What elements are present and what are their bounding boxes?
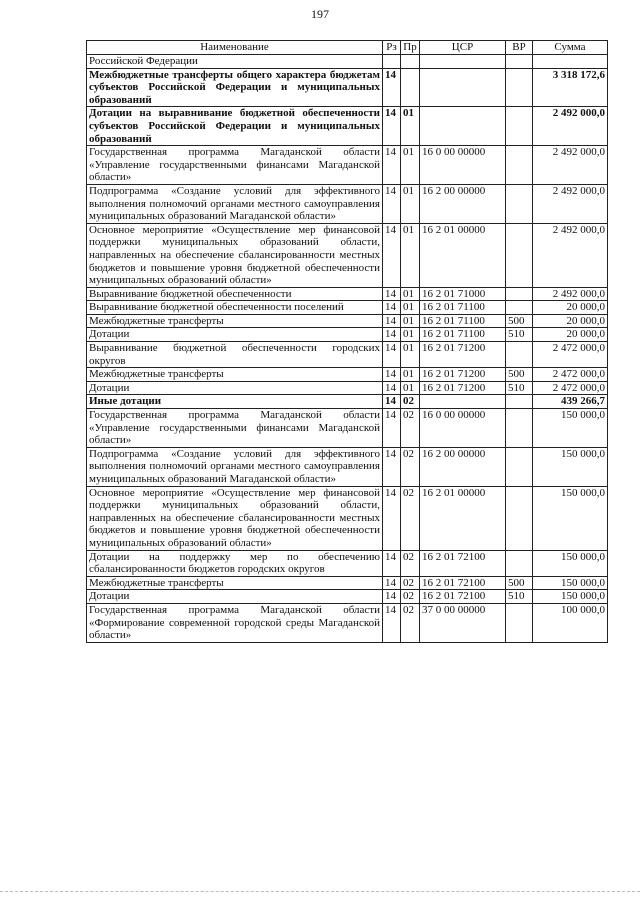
cell-pr: 02 [401,447,420,486]
cell-name: Российской Федерации [87,55,383,69]
cell-vr: 510 [506,328,533,342]
cell-csr: 16 2 01 71100 [420,314,506,328]
cell-rz: 14 [383,342,401,368]
table-row [87,368,608,382]
cell-rz: 14 [383,368,401,382]
cell-vr [506,550,533,576]
cell-rz: 14 [383,184,401,223]
page-number: 197 [311,7,329,21]
cell-rz: 14 [383,409,401,448]
cell-name: Межбюджетные трансферты [87,576,383,590]
cell-csr: 16 2 01 72100 [420,550,506,576]
cell-csr: 16 2 00 00000 [420,184,506,223]
cell-pr [401,55,420,69]
cell-vr [506,409,533,448]
cell-pr: 02 [401,603,420,642]
budget-table [86,40,608,643]
cell-name: Иные дотации [87,395,383,409]
cell-rz: 14 [383,68,401,107]
cell-vr [506,603,533,642]
cell-rz: 14 [383,590,401,604]
cell-csr: 16 2 01 71000 [420,287,506,301]
cell-pr: 02 [401,409,420,448]
cell-pr: 01 [401,184,420,223]
cell-csr: 16 2 00 00000 [420,447,506,486]
cell-sum: 20 000,0 [533,328,608,342]
cell-csr: 16 0 00 00000 [420,146,506,185]
cell-rz: 14 [383,447,401,486]
cell-sum: 2 492 000,0 [533,287,608,301]
header-name: Наименование [87,41,383,55]
cell-rz: 14 [383,301,401,315]
header-csr: ЦСР [420,41,506,55]
cell-name: Государственная программа Магаданской области «Формирование современной городской среды Магаданской области» [87,603,383,642]
cell-pr: 02 [401,576,420,590]
cell-vr: 500 [506,314,533,328]
cell-name: Дотации [87,328,383,342]
cell-pr: 02 [401,590,420,604]
cell-pr: 01 [401,287,420,301]
cell-rz [383,55,401,69]
cell-name: Подпрограмма «Создание условий для эффективного выполнения полномочий органами местного самоуправления муниципальных образований Магаданской области» [87,184,383,223]
cell-name: Выравнивание бюджетной обеспеченности [87,287,383,301]
table-row [87,55,608,69]
table-row [87,314,608,328]
cell-sum: 100 000,0 [533,603,608,642]
table-row [87,342,608,368]
cell-pr: 01 [401,107,420,146]
cell-vr [506,342,533,368]
table-row [87,395,608,409]
cell-csr: 16 2 01 71200 [420,342,506,368]
table-row [87,409,608,448]
cell-rz: 14 [383,395,401,409]
cell-sum: 150 000,0 [533,409,608,448]
cell-vr [506,184,533,223]
cell-vr [506,395,533,409]
cell-pr: 01 [401,223,420,287]
cell-sum: 2 492 000,0 [533,146,608,185]
cell-name: Основное мероприятие «Осуществление мер финансовой поддержки муниципальных образований области, направленных на обеспечение сбалансированности местных бюджетов и повышение уровня бюджетной обеспеченности муниципальных образований области» [87,486,383,550]
cell-sum: 2 472 000,0 [533,368,608,382]
cell-name: Межбюджетные трансферты общего характера бюджетам субъектов Российской Федерации и муниципальных образований [87,68,383,107]
table-row [87,603,608,642]
cell-csr: 16 2 01 00000 [420,486,506,550]
cell-rz: 14 [383,314,401,328]
cell-csr: 16 2 01 71100 [420,328,506,342]
cell-pr: 02 [401,486,420,550]
cell-rz: 14 [383,603,401,642]
cell-sum: 150 000,0 [533,590,608,604]
table-row [87,223,608,287]
page-bottom-edge [0,891,640,892]
cell-pr: 02 [401,550,420,576]
cell-vr: 500 [506,576,533,590]
cell-csr: 16 2 01 71200 [420,381,506,395]
cell-pr: 02 [401,395,420,409]
cell-sum: 150 000,0 [533,576,608,590]
cell-csr: 16 2 01 71200 [420,368,506,382]
cell-sum: 2 472 000,0 [533,381,608,395]
cell-pr: 01 [401,368,420,382]
cell-rz: 14 [383,576,401,590]
header-rz: Рз [383,41,401,55]
cell-name: Государственная программа Магаданской области «Управление государственными финансами Магаданской области» [87,409,383,448]
cell-csr: 16 2 01 00000 [420,223,506,287]
cell-name: Дотации [87,381,383,395]
cell-name: Дотации на поддержку мер по обеспечению сбалансированности бюджетов городских округов [87,550,383,576]
cell-name: Государственная программа Магаданской области «Управление государственными финансами Магаданской области» [87,146,383,185]
cell-sum: 439 266,7 [533,395,608,409]
cell-rz: 14 [383,287,401,301]
cell-sum: 3 318 172,6 [533,68,608,107]
cell-sum: 150 000,0 [533,486,608,550]
cell-csr [420,107,506,146]
cell-sum: 150 000,0 [533,447,608,486]
table-row [87,550,608,576]
cell-pr: 01 [401,381,420,395]
cell-csr [420,55,506,69]
header-sum: Сумма [533,41,608,55]
table-row [87,576,608,590]
table-row [87,68,608,107]
cell-rz: 14 [383,328,401,342]
header-pr: Пр [401,41,420,55]
cell-vr [506,146,533,185]
cell-sum [533,55,608,69]
cell-csr [420,395,506,409]
cell-sum: 2 492 000,0 [533,107,608,146]
table-row [87,184,608,223]
cell-rz: 14 [383,381,401,395]
cell-rz: 14 [383,107,401,146]
cell-csr: 16 0 00 00000 [420,409,506,448]
cell-name: Основное мероприятие «Осуществление мер финансовой поддержки муниципальных образований области, направленных на обеспечение сбалансированности местных бюджетов и повышение уровня бюджетной обеспеченности муниципальных образований области» [87,223,383,287]
cell-sum: 20 000,0 [533,301,608,315]
cell-vr [506,55,533,69]
cell-sum: 150 000,0 [533,550,608,576]
cell-vr [506,107,533,146]
cell-pr: 01 [401,328,420,342]
cell-name: Межбюджетные трансферты [87,314,383,328]
table-row [87,287,608,301]
cell-csr [420,68,506,107]
cell-rz: 14 [383,223,401,287]
table-row [87,301,608,315]
cell-name: Дотации [87,590,383,604]
table-row [87,590,608,604]
table-row [87,146,608,185]
cell-vr [506,68,533,107]
cell-vr: 500 [506,368,533,382]
cell-pr: 01 [401,314,420,328]
cell-rz: 14 [383,146,401,185]
cell-pr [401,68,420,107]
cell-sum: 2 492 000,0 [533,223,608,287]
cell-vr [506,287,533,301]
cell-csr: 16 2 01 72100 [420,576,506,590]
table-row [87,447,608,486]
cell-pr: 01 [401,301,420,315]
cell-vr [506,223,533,287]
cell-sum: 20 000,0 [533,314,608,328]
cell-name: Выравнивание бюджетной обеспеченности поселений [87,301,383,315]
cell-csr: 16 2 01 71100 [420,301,506,315]
cell-rz: 14 [383,486,401,550]
cell-name: Выравнивание бюджетной обеспеченности городских округов [87,342,383,368]
cell-csr: 16 2 01 72100 [420,590,506,604]
table-header-row [87,41,608,55]
cell-vr [506,486,533,550]
header-vr: ВР [506,41,533,55]
table-row [87,486,608,550]
cell-pr: 01 [401,342,420,368]
cell-vr [506,301,533,315]
cell-rz: 14 [383,550,401,576]
cell-name: Межбюджетные трансферты [87,368,383,382]
cell-pr: 01 [401,146,420,185]
cell-name: Дотации на выравнивание бюджетной обеспеченности субъектов Российской Федерации и муниципальных образований [87,107,383,146]
table-row [87,328,608,342]
cell-sum: 2 492 000,0 [533,184,608,223]
table-row [87,381,608,395]
cell-name: Подпрограмма «Создание условий для эффективного выполнения полномочий органами местного самоуправления муниципальных образований Магаданской области» [87,447,383,486]
cell-csr: 37 0 00 00000 [420,603,506,642]
cell-vr: 510 [506,381,533,395]
cell-vr [506,447,533,486]
table-row [87,107,608,146]
cell-sum: 2 472 000,0 [533,342,608,368]
cell-vr: 510 [506,590,533,604]
